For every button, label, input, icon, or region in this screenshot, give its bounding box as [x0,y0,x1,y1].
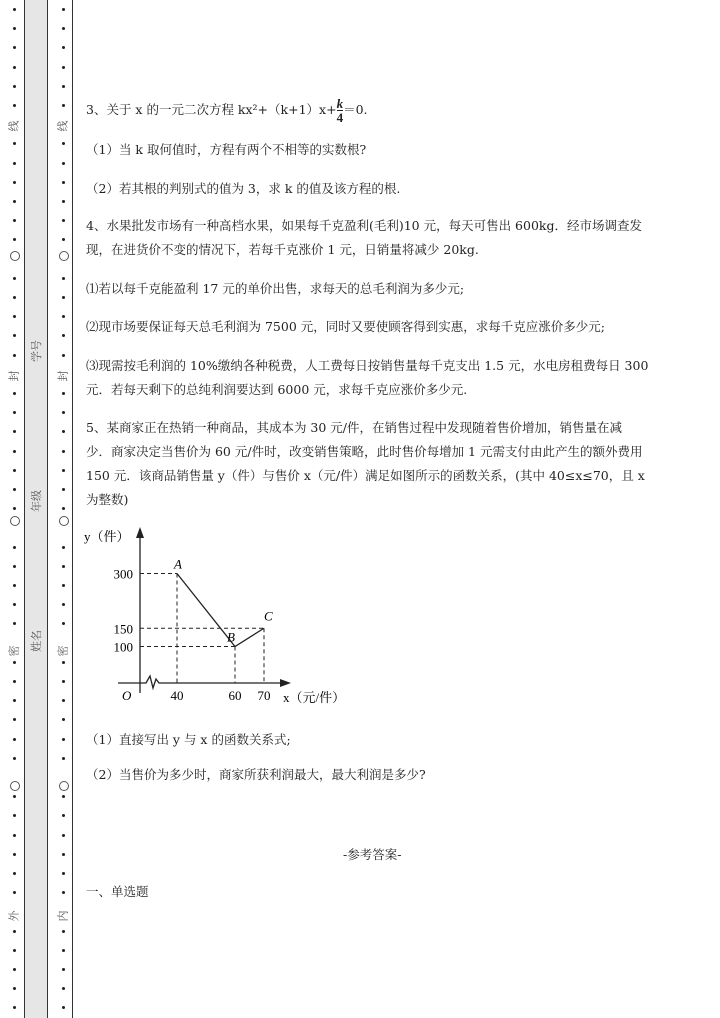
margin-label: 密 [56,645,70,657]
x-tick-label: 60 [228,688,242,703]
y-axis-arrow [136,527,144,538]
q5-stem-2: 少．商家决定当售价为 60 元/件时，改变销售策略，此时售价每增加 1 元需支付由此产生的额外费用 [86,444,643,459]
margin-label: 内 [56,910,70,922]
x-tick-label: 40 [170,688,184,703]
margin-label: 封 [7,370,21,382]
q5-part1: （1）直接写出 y 与 x 的函数关系式; [86,732,291,747]
q4-part2: ⑵现市场要保证每天总毛利润为 7500 元，同时又要使顾客得到实惠，求每千克应涨价多少元; [86,319,605,334]
q5-stem-3: 150 元．该商品销售量 y（件）与售价 x（元/件）满足如图所示的函数关系，(其中 40≤x≤70，且 x [86,468,645,483]
y-tick-label: 300 [113,566,133,582]
x-axis [118,676,280,688]
origin-label: O [122,688,132,703]
q4-part3a: ⑶现需按毛利润的 10%缴纳各种税费，人工费每日按销售量每千克支出 1.5 元，水电房租费每日 300 [86,358,649,373]
margin-label: 封 [56,370,70,382]
q3-stem-b: ＝0. [343,102,368,117]
y-tick-label: 100 [113,639,133,655]
margin-label: 年级 [30,490,43,512]
margin-label: 线 [56,120,70,132]
margin-label: 学号 [30,340,43,362]
q4-stem-2: 现，在进货价不变的情况下，若每千克涨价 1 元，日销量将减少 20kg. [86,242,479,257]
margin-label: 线 [7,120,21,132]
point-label: C [264,608,273,624]
x-tick-label: 70 [257,688,271,703]
frac-den: 4 [336,110,344,125]
point-label: A [174,556,182,572]
margin-label: 密 [7,645,21,657]
q5-stem-1: 5、某商家正在热销一种商品，其成本为 30 元/件，在销售过程中发现随着售价增加，销售量在减 [86,420,623,435]
q3-stem-a: 3、关于 x 的一元二次方程 kx²+（k+1）x+ [86,102,337,117]
margin-label: 姓名 [30,630,43,652]
q4-stem-1: 4、水果批发市场有一种高档水果，如果每千克盈利(毛利)10 元，每天可售出 600kg．经市场调查发 [86,218,642,233]
q5-part2: （2）当售价为多少时，商家所获利润最大，最大利润是多少? [86,767,426,782]
data-line [177,574,264,647]
q3-part1: （1）当 k 取何值时，方程有两个不相等的实数根? [86,142,367,157]
q3-part2: （2）若其根的判别式的值为 3，求 k 的值及该方程的根. [86,181,401,196]
margin-label: 外 [7,910,21,922]
frac-num: k [336,96,344,111]
answer-section: 一、单选题 [86,884,149,899]
q5-stem-4: 为整数) [86,492,129,507]
y-axis-label: y（件） [84,529,130,544]
x-axis-label: x（元/件） [283,690,346,705]
answer-title: -参考答案- [343,847,402,862]
x-axis-arrow [280,679,291,687]
y-tick-label: 150 [113,621,133,637]
q4-part3b: 元．若每天剩下的总纯利润要达到 6000 元，求每千克应涨价多少元. [86,382,468,397]
q4-part1: ⑴若以每千克能盈利 17 元的单价出售，求每天的总毛利润为多少元; [86,281,465,296]
point-label: B [227,629,235,645]
